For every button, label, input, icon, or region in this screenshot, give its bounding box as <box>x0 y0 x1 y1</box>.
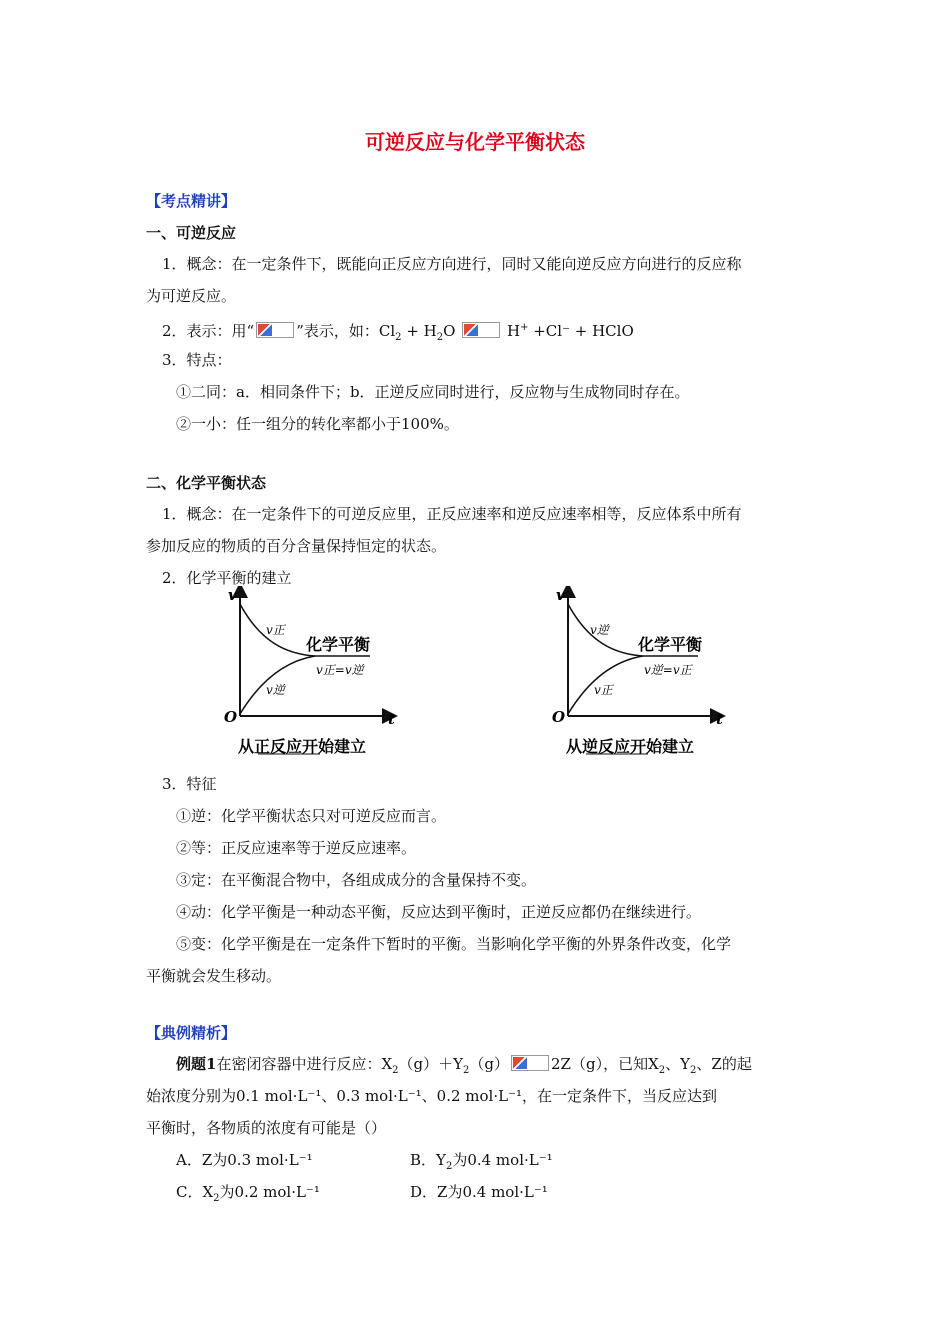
characteristic-change-line-2: 平衡就会发生移动。 <box>146 967 282 985</box>
lower-curve-label: v正 <box>594 683 613 697</box>
subscript: 2 <box>213 1193 220 1204</box>
origin-label: O <box>552 708 566 726</box>
equilibrium-establishment-heading: 2．化学平衡的建立 <box>162 569 292 587</box>
option-c-post: 为0.2 mol·L⁻¹ <box>219 1183 320 1201</box>
diagram-reverse-start <box>548 586 738 758</box>
example-text: 在密闭容器中进行反应：X <box>216 1055 393 1073</box>
example-line-1 <box>176 1054 752 1081</box>
notation-mid: ”表示，如：Cl <box>296 322 396 340</box>
characteristic-change-line-1: ⑤变：化学平衡是在一定条件下暂时的平衡。当影响化学平衡的外界条件改变，化学 <box>176 935 732 953</box>
example-text: 2Z（g），已知X <box>551 1055 659 1073</box>
equilibrium-equation: v逆=v正 <box>644 663 692 677</box>
subscript: 2 <box>436 332 444 343</box>
concept-line-1: 1．概念：在一定条件下，既能向正反应方向进行，同时又能向逆反应方向进行的反应称 <box>162 255 742 273</box>
notation-line <box>162 318 634 348</box>
equilibrium-concept-line-1: 1．概念：在一定条件下的可逆反应里，正反应速率和逆反应速率相等，反应体系中所有 <box>162 505 742 523</box>
example-text: （g）＋Y <box>398 1055 464 1073</box>
notation-end: +Cl⁻ + HClO <box>528 322 634 340</box>
notation-mid3: O <box>443 322 456 340</box>
option-b-post: 为0.4 mol·L⁻¹ <box>452 1151 553 1169</box>
option-c <box>176 1182 320 1209</box>
subscript: 2 <box>658 1065 666 1076</box>
diagram-caption: 从逆反应开始建立 <box>566 737 695 756</box>
example-text: （g） <box>469 1055 509 1073</box>
concept-line-2: 为可逆反应。 <box>146 287 237 305</box>
subscript: 2 <box>445 1161 453 1172</box>
equilibrium-title: 化学平衡 <box>306 635 371 654</box>
characteristic-equal: ②等：正反应速率等于逆反应速率。 <box>176 839 417 857</box>
equilibrium-title: 化学平衡 <box>638 635 703 654</box>
lower-curve-label: v逆 <box>266 683 285 697</box>
section-header-key-points: 【考点精讲】 <box>146 192 237 210</box>
option-b-pre: B．Y <box>410 1151 446 1169</box>
feature-one-small: ②一小：任一组分的转化率都小于100%。 <box>176 415 459 433</box>
feature-two-same: ①二同：a．相同条件下；b．正逆反应同时进行，反应物与生成物同时存在。 <box>176 383 690 401</box>
reversible-arrow-icon <box>462 322 500 338</box>
notation-pre: 2．表示：用“ <box>162 322 255 340</box>
equilibrium-concept-line-2: 参加反应的物质的百分含量保持恒定的状态。 <box>146 537 447 555</box>
subscript: 2 <box>395 332 402 343</box>
subscript: 2 <box>690 1065 697 1076</box>
section-header-example: 【典例精析】 <box>146 1024 237 1042</box>
superscript: + <box>520 322 529 333</box>
origin-label: O <box>224 708 238 726</box>
t-axis-label: t <box>716 710 723 728</box>
characteristic-dynamic: ④动：化学平衡是一种动态平衡，反应达到平衡时，正逆反应都仍在继续进行。 <box>176 903 702 921</box>
page-title: 可逆反应与化学平衡状态 <box>365 130 585 154</box>
upper-curve-label: v逆 <box>590 623 609 637</box>
example-text: 、Z的起 <box>696 1055 752 1073</box>
heading-reversible-reaction: 一、可逆反应 <box>146 224 237 242</box>
t-axis-label: t <box>388 710 395 728</box>
subscript: 2 <box>463 1065 470 1076</box>
diagram-forward-start <box>220 586 410 758</box>
diagram-caption: 从正反应开始建立 <box>238 737 367 756</box>
features-heading: 3．特点： <box>162 351 232 369</box>
example-text: 、Y <box>665 1055 691 1073</box>
characteristic-reverse: ①逆：化学平衡状态只对可逆反应而言。 <box>176 807 447 825</box>
upper-curve-label: v正 <box>266 623 285 637</box>
equilibrium-equation: v正=v逆 <box>316 663 364 677</box>
example-line-3: 平衡时，各物质的浓度有可能是（） <box>146 1119 387 1137</box>
notation-mid2: + H <box>401 322 437 340</box>
v-axis-label: v <box>228 586 237 604</box>
reversible-arrow-icon <box>511 1055 549 1071</box>
option-a: A．Z为0.3 mol·L⁻¹ <box>176 1151 313 1169</box>
example-label: 例题1 <box>176 1055 217 1073</box>
heading-chemical-equilibrium: 二、化学平衡状态 <box>146 474 267 492</box>
characteristics-heading: 3．特征 <box>162 775 217 793</box>
notation-post: H <box>502 322 521 340</box>
characteristic-fixed: ③定：在平衡混合物中，各组成成分的含量保持不变。 <box>176 871 537 889</box>
subscript: 2 <box>392 1065 399 1076</box>
option-d: D．Z为0.4 mol·L⁻¹ <box>410 1183 548 1201</box>
reversible-arrow-icon <box>256 322 294 338</box>
v-axis-label: v <box>556 586 565 604</box>
example-line-2: 始浓度分别为0.1 mol·L⁻¹、0.3 mol·L⁻¹、0.2 mol·L⁻¹，在一定条件下，当反应达到 <box>146 1087 718 1105</box>
option-b <box>410 1150 553 1177</box>
option-c-pre: C．X <box>176 1183 214 1201</box>
